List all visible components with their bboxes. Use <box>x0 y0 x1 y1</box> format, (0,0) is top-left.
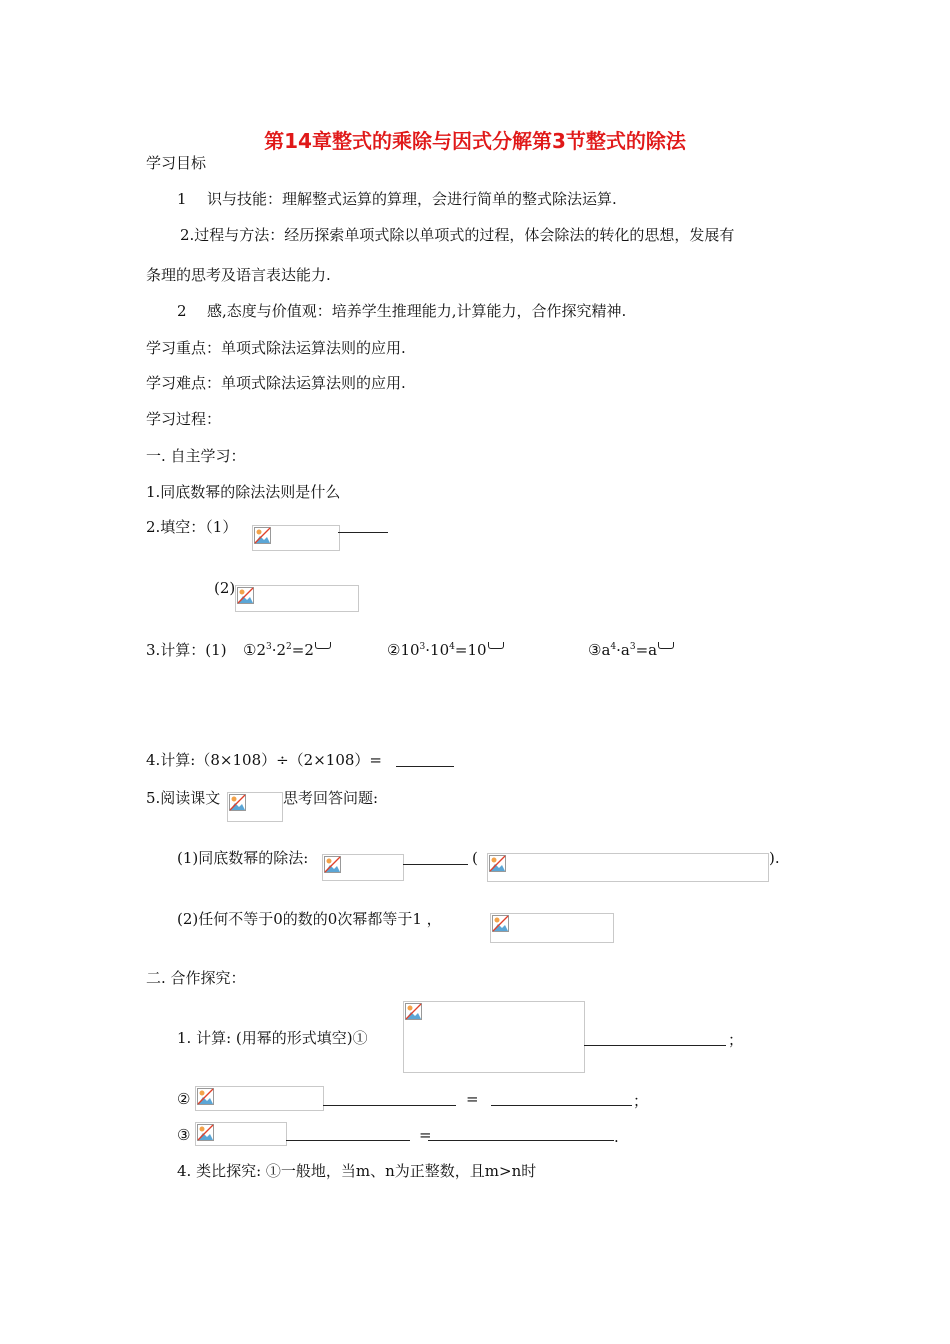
broken-image-icon <box>229 794 246 811</box>
question-2-sub-2: (2) <box>214 579 236 597</box>
goal-3-text: 感,态度与价值观：培养学生推理能力,计算能力，合作探究精神. <box>207 302 627 320</box>
semicolon: ； <box>728 1031 744 1049</box>
answer-blank[interactable] <box>286 1140 410 1141</box>
period: . <box>614 1128 619 1146</box>
goal-2-line-2: 条理的思考及语言表达能力. <box>146 266 331 284</box>
calc-3-marker: ③ <box>177 1126 191 1144</box>
embedded-image <box>195 1122 287 1146</box>
embedded-image <box>227 792 283 822</box>
question-2-label: 2.填空：（1） <box>146 518 238 536</box>
question-3-label: 3.计算：(1) <box>146 641 227 659</box>
calc-2-marker: ② <box>177 1090 191 1108</box>
analogy-exploration: 4. 类比探究: ①一般地，当m、n为正整数，且m>n时 <box>177 1162 537 1180</box>
question-1: 1.同底数幂的除法法则是什么 <box>146 483 341 501</box>
section-2-heading: 二. 合作探究： <box>146 969 246 987</box>
question-5-a: 5.阅读课文 <box>146 789 221 807</box>
broken-image-icon <box>405 1003 422 1020</box>
goal-1-text: 识与技能：理解整式运算的算理，会进行简单的整式除法运算. <box>207 190 617 208</box>
rule-2-label: (2)任何不等于0的数的0次幂都等于1 ， <box>177 910 442 928</box>
answer-blank[interactable] <box>338 532 388 533</box>
answer-blank[interactable] <box>403 864 468 865</box>
calc-item-3: $③a^4\cdot a^3=a$ <box>588 640 674 660</box>
rule-1-close-paren: ). <box>769 849 780 867</box>
page-title: 第14章整式的乘除与因式分解第3节整式的除法 <box>264 129 686 153</box>
goal-1-number: 1 <box>177 190 187 208</box>
section-1-heading: 一. 自主学习： <box>146 447 246 465</box>
calc-instruction: 1. 计算: (用幂的形式填空)① <box>177 1029 368 1047</box>
goal-3-number: 2 <box>177 302 187 320</box>
difficulty: 学习难点：单项式除法运算法则的应用. <box>146 374 406 392</box>
question-5-b: 思考回答问题: <box>283 789 379 807</box>
rule-1-open-paren: ( <box>472 849 478 867</box>
goal-2-line-1: 2.过程与方法：经历探索单项式除以单项式的过程，体会除法的转化的思想，发展有 <box>180 226 735 244</box>
embedded-image <box>490 913 614 943</box>
key-point: 学习重点：单项式除法运算法则的应用. <box>146 339 406 357</box>
broken-image-icon <box>489 855 506 872</box>
goals-heading: 学习目标 <box>146 154 207 172</box>
answer-blank[interactable] <box>584 1045 726 1046</box>
broken-image-icon <box>324 856 341 873</box>
process-heading: 学习过程： <box>146 410 222 428</box>
embedded-image <box>403 1001 585 1073</box>
exponent-blank[interactable] <box>315 642 331 649</box>
answer-blank[interactable] <box>323 1105 456 1106</box>
question-4: 4.计算:（8×108）÷（2×108）= <box>146 751 382 769</box>
embedded-image <box>487 853 769 882</box>
exponent-blank[interactable] <box>658 642 674 649</box>
answer-blank[interactable] <box>396 766 454 767</box>
embedded-image <box>322 854 404 881</box>
calc-item-1: $①2^3\cdot 2^2=2$ <box>243 640 331 660</box>
broken-image-icon <box>254 527 271 544</box>
embedded-image <box>235 585 359 612</box>
equals-sign: = <box>419 1126 432 1144</box>
answer-blank[interactable] <box>491 1105 632 1106</box>
broken-image-icon <box>197 1124 214 1141</box>
embedded-image <box>195 1086 324 1111</box>
equals-sign: = <box>466 1090 479 1108</box>
broken-image-icon <box>492 915 509 932</box>
exponent-blank[interactable] <box>488 642 504 649</box>
answer-blank[interactable] <box>428 1140 614 1141</box>
broken-image-icon <box>237 587 254 604</box>
broken-image-icon <box>197 1088 214 1105</box>
semicolon: ； <box>633 1092 649 1110</box>
rule-1-label: (1)同底数幂的除法: <box>177 849 309 867</box>
embedded-image <box>252 525 340 551</box>
calc-item-2: $②10^3\cdot 10^4=10$ <box>387 640 504 660</box>
